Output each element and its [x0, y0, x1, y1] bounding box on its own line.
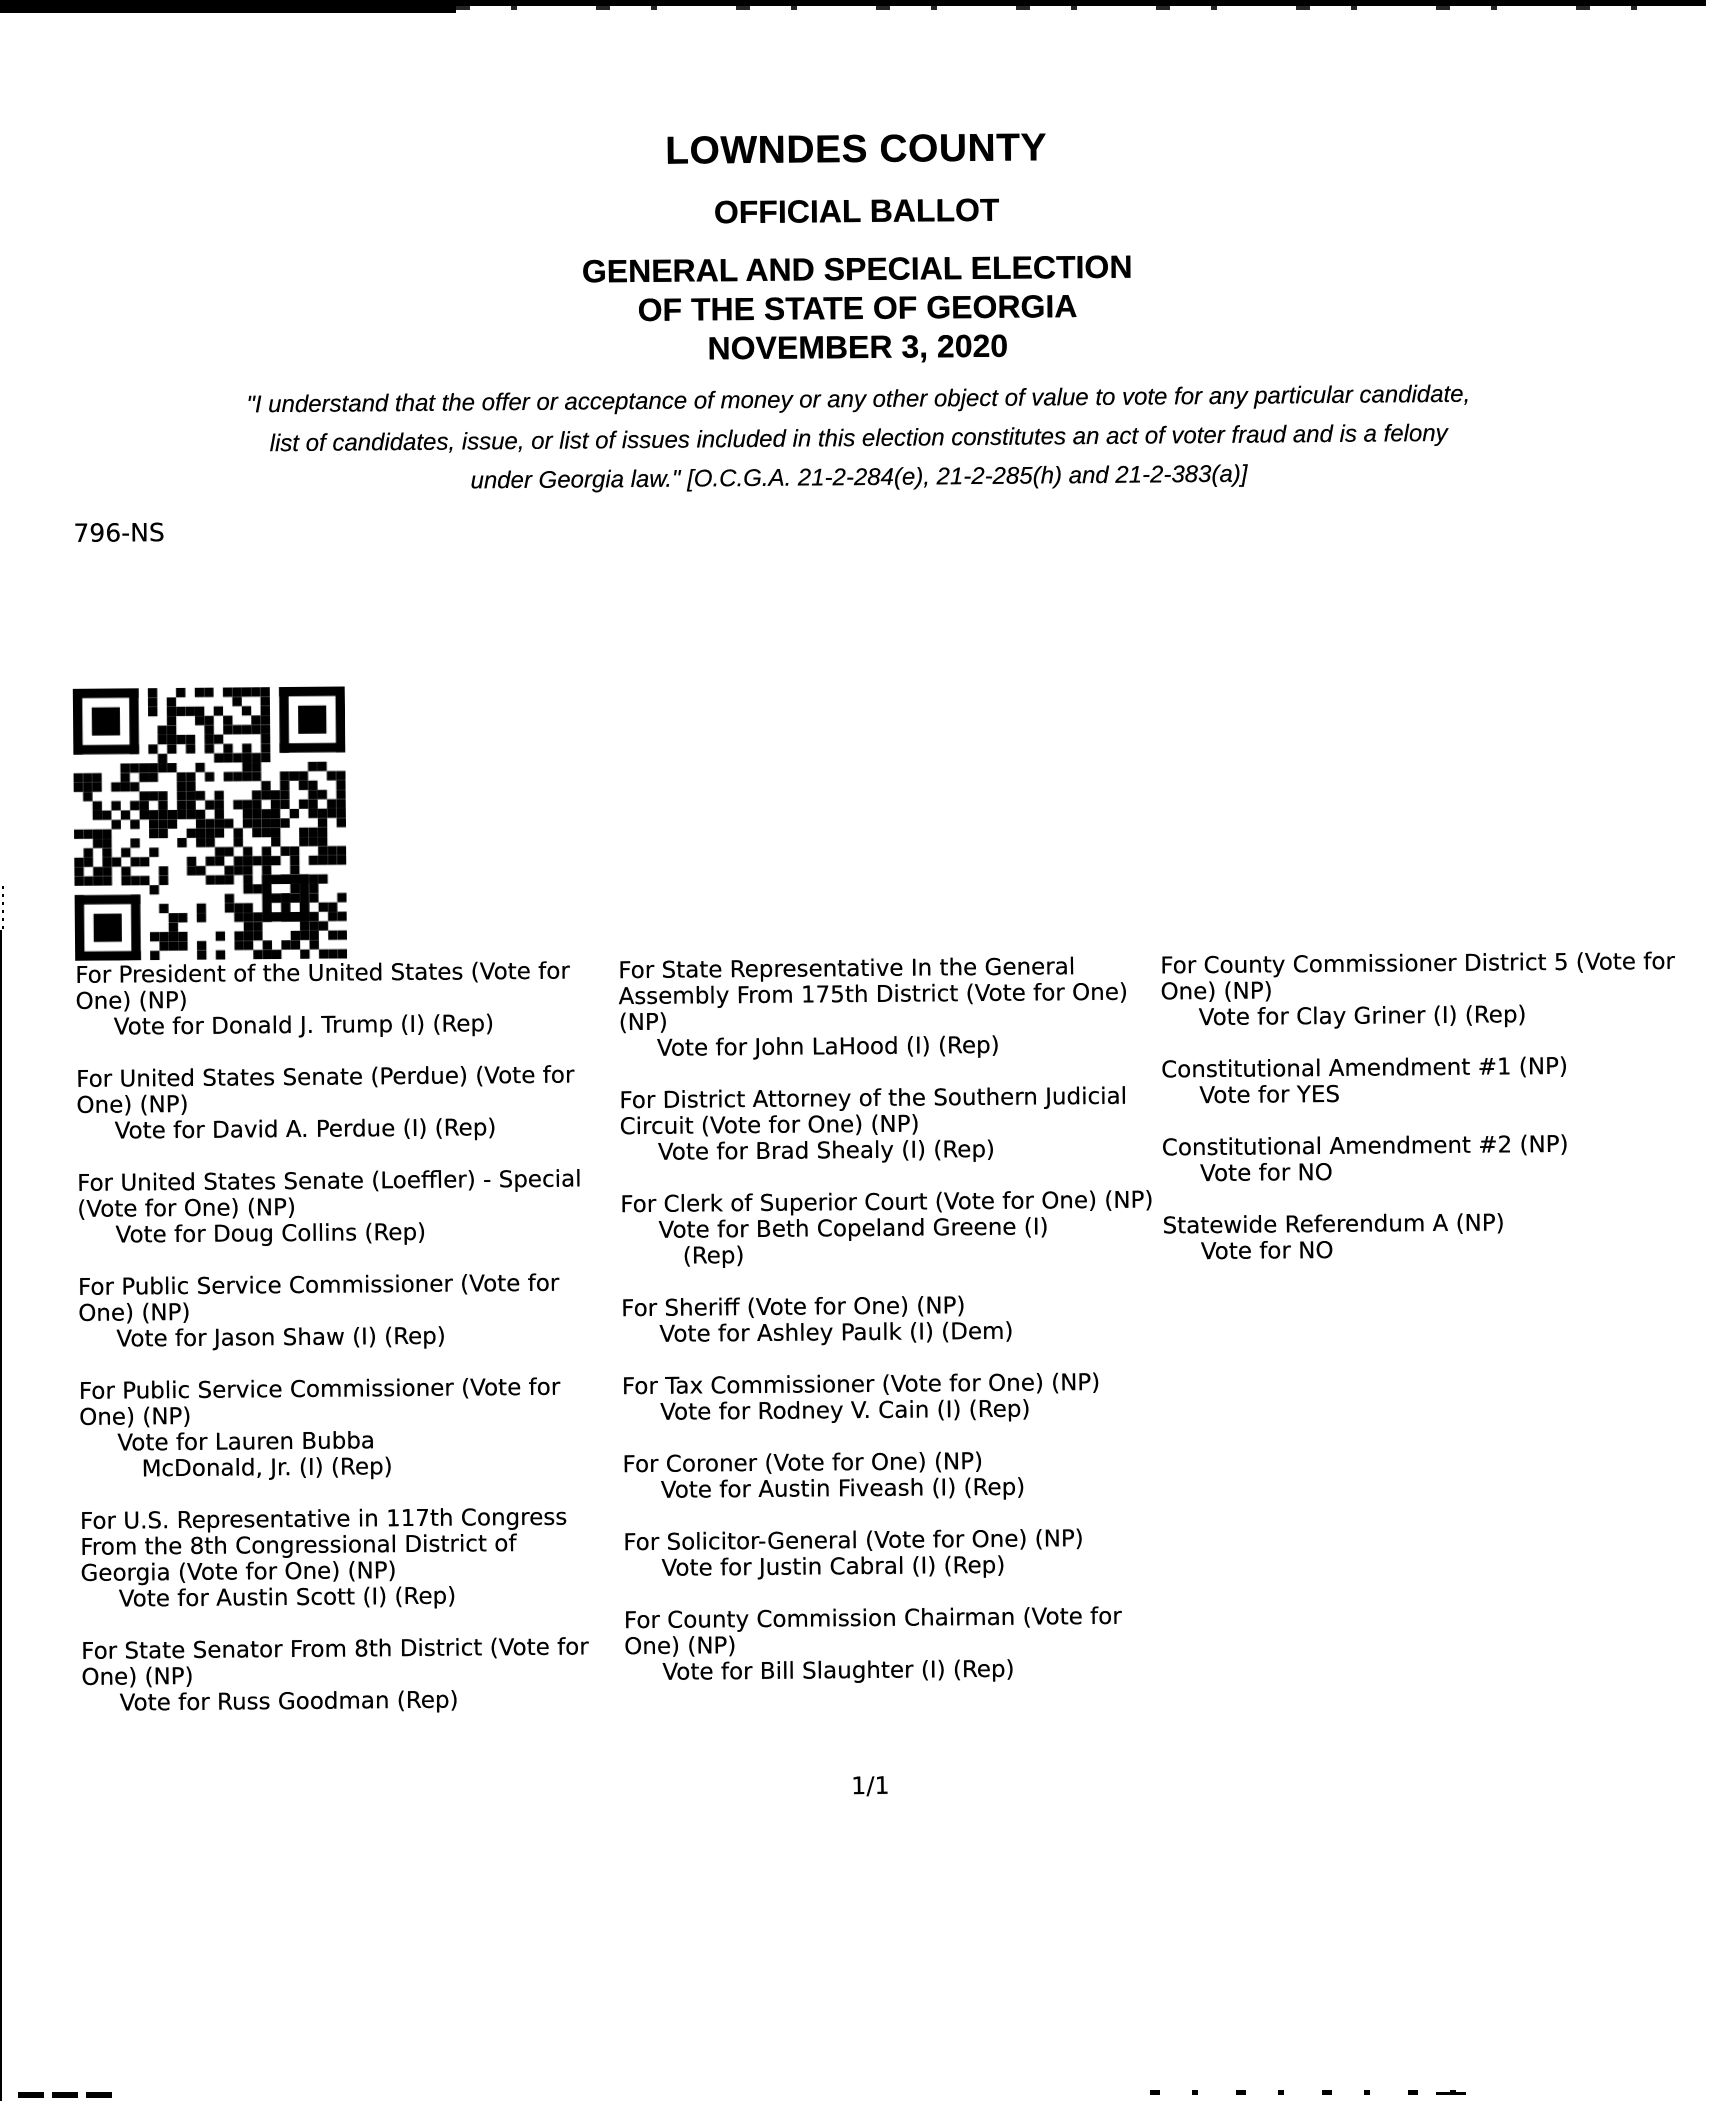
contest-item: [1160, 949, 1706, 1032]
contest-vote-selection: Vote for Doug Collins (Rep): [115, 1219, 427, 1249]
contest-item: [621, 1291, 1156, 1348]
contest-vote-selection: Vote for Austin Fiveash (I) (Rep): [660, 1474, 1026, 1504]
voter-fraud-disclaimer: [38, 373, 1679, 504]
contest-title: For District Attorney of the Southern Judicial Circuit (Vote for One) (NP): [619, 1083, 1128, 1141]
contest-vote-selection: Vote for Lauren Bubba McDonald, Jr. (I) (Rep): [117, 1428, 393, 1483]
ballot-column-3: [1160, 949, 1708, 1292]
disclaimer-line2: list of candidates, issue, or list of issues included in this election constitutes an act of voter fraud and is a felony: [269, 419, 1448, 458]
contest-title: For Clerk of Superior Court (Vote for One) (NP): [620, 1187, 1154, 1219]
contest-title: For State Senator From 8th District (Vote for One) (NP): [81, 1634, 589, 1691]
contest-title: For Coroner (Vote for One) (NP): [622, 1448, 984, 1479]
contest-vote-selection: Vote for David A. Perdue (I) (Rep): [114, 1115, 497, 1145]
election-title-line1: GENERAL AND SPECIAL ELECTION: [581, 248, 1133, 290]
contest-vote-selection: Vote for Clay Griner (I) (Rep): [1198, 1002, 1527, 1032]
qr-code-icon: [73, 687, 347, 961]
contest-vote-selection: Vote for Donald J. Trump (I) (Rep): [113, 1011, 495, 1041]
contest-title: For President of the United States (Vote for One) (NP): [75, 958, 570, 1015]
contest-item: [622, 1447, 1157, 1504]
contest-title: Constitutional Amendment #2 (NP): [1161, 1131, 1569, 1162]
contest-item: [81, 1634, 612, 1717]
contest-item: [619, 1083, 1155, 1166]
contest-vote-selection: Vote for Beth Copeland Greene (I) (Rep): [658, 1214, 1049, 1270]
ballot-column-1: [75, 958, 612, 1743]
contest-item: [80, 1504, 611, 1613]
contest-title: For County Commission Chairman (Vote for One) (NP): [623, 1603, 1122, 1661]
contest-item: [78, 1270, 609, 1353]
contest-item: [79, 1374, 610, 1483]
contest-vote-selection: Vote for NO: [1200, 1237, 1334, 1266]
contest-title: Statewide Referendum A (NP): [1162, 1210, 1505, 1240]
election-title-line2: OF THE STATE OF GEORGIA: [637, 288, 1078, 328]
ballot-column-2: [618, 953, 1160, 1712]
contest-vote-selection: Vote for Ashley Paulk (I) (Dem): [659, 1318, 1014, 1348]
contest-item: [1161, 1053, 1706, 1110]
contest-vote-selection: Vote for NO: [1199, 1159, 1333, 1188]
contest-title: For Sheriff (Vote for One) (NP): [621, 1293, 966, 1323]
contest-title: For Public Service Commissioner (Vote for One) (NP): [77, 1270, 560, 1327]
disclaimer-line1: "I understand that the offer or acceptance of money or any other object of value to vote for any particular candidate,: [246, 380, 1471, 419]
contest-item: [620, 1187, 1156, 1270]
ballot-type-heading: OFFICIAL BALLOT: [713, 191, 1000, 231]
contest-item: [624, 1603, 1160, 1686]
disclaimer-line3: under Georgia law." [O.C.G.A. 21-2-284(e), 21-2-285(h) and 21-2-383(a)]: [470, 460, 1248, 495]
contest-title: For Public Service Commissioner (Vote for One) (NP): [78, 1374, 561, 1431]
contest-vote-selection: Vote for Brad Shealy (I) (Rep): [657, 1136, 996, 1166]
contest-item: [75, 958, 606, 1041]
contest-title: For U.S. Representative in 117th Congress From the 8th Congressional District of Georgia (Vote for One) (NP): [79, 1504, 568, 1587]
contest-vote-selection: Vote for Jason Shaw (I) (Rep): [116, 1323, 446, 1353]
contest-item: [77, 1166, 608, 1249]
election-title-line3: NOVEMBER 3, 2020: [707, 327, 1009, 367]
ballot-form-code: 796-NS: [73, 518, 165, 548]
contest-title: For United States Senate (Loeffler) - Special (Vote for One) (NP): [77, 1166, 582, 1223]
contest-item: [1162, 1209, 1707, 1266]
contest-vote-selection: Vote for Russ Goodman (Rep): [119, 1687, 459, 1717]
contest-item: [623, 1525, 1158, 1582]
contest-title: For Solicitor-General (Vote for One) (NP): [623, 1526, 1084, 1557]
contest-title: For State Representative In the General Assembly From 175th District (Vote for One) (NP): [618, 954, 1129, 1037]
contest-title: For County Commissioner District 5 (Vote for One) (NP): [1160, 948, 1676, 1006]
contest-item: [76, 1062, 607, 1145]
contest-title: For United States Senate (Perdue) (Vote for One) (NP): [76, 1062, 575, 1119]
contest-item: [622, 1369, 1157, 1426]
contest-vote-selection: Vote for Bill Slaughter (I) (Rep): [662, 1656, 1015, 1686]
contest-item: [618, 953, 1154, 1062]
contest-vote-selection: Vote for YES: [1199, 1081, 1341, 1110]
contest-vote-selection: Vote for Austin Scott (I) (Rep): [118, 1583, 457, 1613]
contest-vote-selection: Vote for John LaHood (I) (Rep): [656, 1032, 1000, 1062]
contest-vote-selection: Vote for Rodney V. Cain (I) (Rep): [660, 1396, 1031, 1426]
contest-vote-selection: Vote for Justin Cabral (I) (Rep): [661, 1552, 1006, 1582]
contest-title: Constitutional Amendment #1 (NP): [1161, 1053, 1569, 1084]
ballot-header: [0, 120, 1722, 374]
contest-item: [1162, 1131, 1707, 1188]
page-number: 1/1: [850, 1771, 890, 1801]
contest-title: For Tax Commissioner (Vote for One) (NP): [621, 1369, 1101, 1401]
page-title: LOWNDES COUNTY: [665, 126, 1048, 173]
